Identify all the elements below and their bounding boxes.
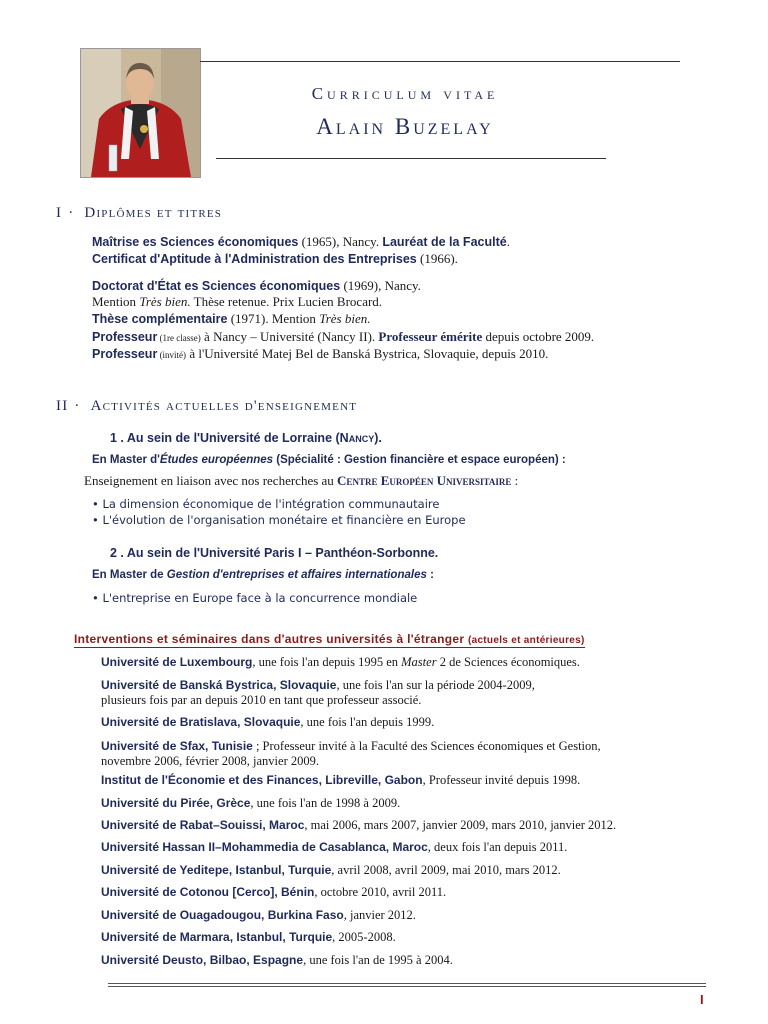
document-title: Curriculum vitae (311, 84, 499, 103)
university-entry: Université du Pirée, Grèce, une fois l'an de 1998 à 2009. (101, 796, 401, 810)
section-title: Activités actuelles d'enseignement (90, 398, 358, 414)
section-heading-diplomas: I · Diplômes et titres (56, 205, 223, 221)
university-entry: Université de Yeditepe, Istanbul, Turquie, avril 2008, avril 2009, mai 2010, mars 2012. (101, 863, 561, 877)
section-number: I (56, 205, 63, 221)
diploma-line: Doctorat d'État es Sciences économiques (1969), Nancy. (92, 278, 421, 293)
university-entry: Université de Rabat–Souissi, Maroc, mai 2006, mars 2007, janvier 2009, mars 2010, janvier 2012. (101, 818, 617, 832)
diploma-line: Professeur (1re classe) à Nancy – Université (Nancy II). Professeur émérite depuis octobre 2009. (92, 329, 595, 344)
diploma-line: Maîtrise es Sciences économiques (1965), Nancy. Lauréat de la Faculté. (92, 234, 510, 249)
header-bottom-rule (216, 158, 606, 159)
university-entry: Université de Ouagadougou, Burkina Faso, janvier 2012. (101, 908, 416, 922)
page-number: I (700, 992, 704, 1007)
section-heading-teaching: II · Activités actuelles d'enseignement (56, 398, 358, 414)
course-bullet: • L'évolution de l'organisation monétaire et financière en Europe (92, 513, 466, 527)
footer-rule (108, 986, 706, 987)
course-bullet: • L'entreprise en Europe face à la concurrence mondiale (92, 591, 418, 605)
person-name: Alain Buzelay (316, 114, 494, 139)
subsection-heading: 2 . Au sein de l'Université Paris I – Panthéon-Sorbonne. (110, 546, 439, 560)
subsection-heading: 1 . Au sein de l'Université de Lorraine (Nancy). (110, 431, 382, 445)
university-entry: Université de Sfax, Tunisie ; Professeur invité à la Faculté des Sciences économiques et Gestion, novembre 2006, février 2008, janvier 2009. (101, 739, 601, 768)
research-line: Enseignement en liaison avec nos recherches au Centre Européen Universitaire : (84, 473, 519, 488)
master-program-line: En Master d'Études européennes (Spécialité : Gestion financière et espace européen) : (92, 454, 566, 466)
university-entry: Institut de l'Économie et des Finances, Libreville, Gabon, Professeur invité depuis 1998. (101, 773, 581, 787)
university-entry: Université de Banská Bystrica, Slovaquie, une fois l'an sur la période 2004-2009, plusieurs fois par an depuis 2010 en tant que professeur associé. (101, 678, 535, 707)
course-bullet: • La dimension économique de l'intégration communautaire (92, 497, 440, 511)
diploma-line: Certificat d'Aptitude à l'Administration des Entreprises (1966). (92, 251, 458, 266)
section-title: Diplômes et titres (84, 205, 223, 221)
header-top-rule (200, 61, 680, 62)
university-entry: Université de Cotonou [Cerco], Bénin, octobre 2010, avril 2011. (101, 885, 447, 899)
section-number: II (56, 398, 69, 414)
university-entry: Université de Bratislava, Slovaquie, une fois l'an depuis 1999. (101, 715, 435, 729)
interventions-heading: Interventions et séminaires dans d'autres universités à l'étranger (actuels et antérieures) (74, 632, 585, 646)
diploma-line: Professeur (invité) à l'Université Matej Bel de Banská Bystrica, Slovaquie, depuis 2010. (92, 346, 549, 361)
university-entry: Université Hassan II–Mohammedia de Casablanca, Maroc, deux fois l'an depuis 2011. (101, 840, 568, 854)
footer-rule (108, 983, 706, 984)
university-entry: Université de Marmara, Istanbul, Turquie, 2005-2008. (101, 930, 396, 944)
diploma-line: Mention Très bien. Thèse retenue. Prix Lucien Brocard. (92, 294, 383, 309)
university-entry: Université de Luxembourg, une fois l'an depuis 1995 en Master 2 de Sciences économiques. (101, 655, 580, 669)
portrait-photo (80, 48, 201, 178)
university-entry: Université Deusto, Bilbao, Espagne, une fois l'an de 1995 à 2004. (101, 953, 453, 967)
master-program-line: En Master de Gestion d'entreprises et affaires internationales : (92, 569, 434, 581)
diploma-line: Thèse complémentaire (1971). Mention Très bien. (92, 311, 371, 326)
